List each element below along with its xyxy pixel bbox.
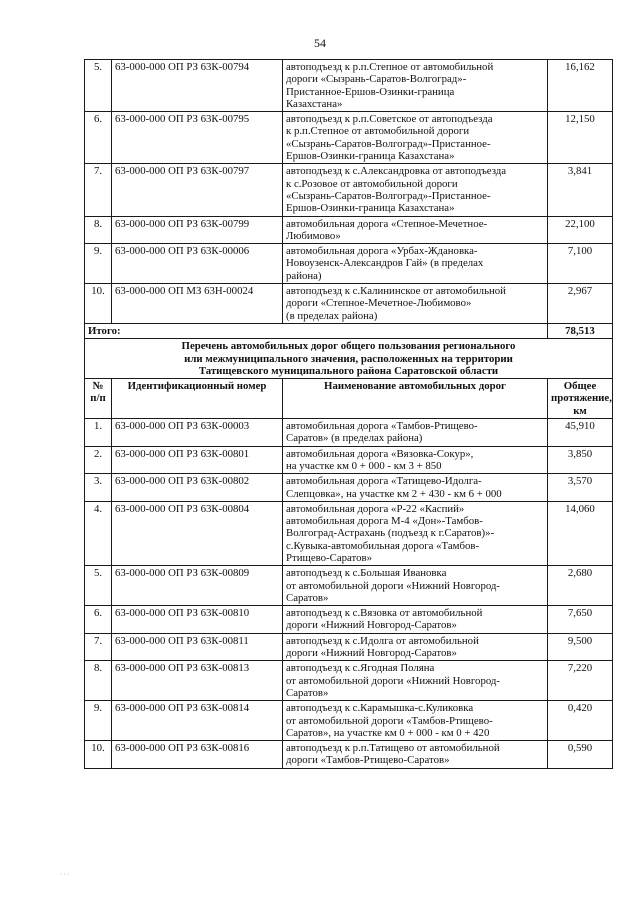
road-name-line: автоподъезд к с.Александровка от автоподъезда: [286, 165, 507, 178]
row-road-name: [283, 446, 548, 474]
row-length: 22,100: [548, 216, 613, 244]
section-title-line: Татищевского муниципального района Саратовской области: [198, 364, 499, 377]
row-length: 3,570: [548, 474, 613, 502]
row-number: 9.: [85, 701, 112, 741]
row-road-name: [283, 244, 548, 284]
table-row: [85, 661, 613, 701]
road-name-line: (в пределах района): [286, 309, 378, 322]
row-identifier: 63-000-000 ОП РЗ 63К-00794: [112, 60, 283, 112]
header-id: Идентификационный номер: [112, 379, 283, 419]
road-name-line: от автомобильной дороги «Нижний Новгород-: [286, 674, 501, 687]
row-length: 12,150: [548, 112, 613, 164]
road-name-line: Любимово»: [286, 229, 341, 242]
table-row: [85, 112, 613, 164]
row-identifier: 63-000-000 ОП РЗ 63К-00809: [112, 566, 283, 606]
row-road-name: [283, 741, 548, 769]
road-name-line: автомобильная дорога «Степное-Мечетное-: [286, 217, 488, 230]
row-number: 8.: [85, 216, 112, 244]
row-number: 7.: [85, 164, 112, 216]
road-name-line: Новоузенск-Александров Гай» (в пределах: [286, 257, 484, 270]
road-name-line: к р.п.Степное от автомобильной дороги: [286, 125, 470, 138]
road-name-line: Ершов-Озинки-граница Казахстана»: [286, 150, 455, 163]
row-identifier: 63-000-000 ОП РЗ 63К-00804: [112, 501, 283, 565]
row-number: 5.: [85, 566, 112, 606]
row-number: 5.: [85, 60, 112, 112]
road-name-line: автоподъезд к с.Большая Ивановка: [286, 567, 447, 580]
table-row: [85, 164, 613, 216]
page-number: 54: [314, 36, 326, 50]
row-number: 10.: [85, 284, 112, 324]
section-title-line: Перечень автомобильных дорог общего пользования регионального: [181, 340, 516, 353]
row-length: 7,650: [548, 606, 613, 634]
row-length: 3,850: [548, 446, 613, 474]
road-name-line: автомобильная дорога «Вязовка-Сокур»,: [286, 447, 474, 460]
row-road-name: [283, 419, 548, 447]
road-name-line: Слепцовка», на участке км 2 + 430 - км 6 + 000: [286, 487, 502, 500]
row-identifier: 63-000-000 ОП РЗ 63К-00797: [112, 164, 283, 216]
row-length: 0,420: [548, 701, 613, 741]
row-identifier: 63-000-000 ОП РЗ 63К-00801: [112, 446, 283, 474]
road-name-line: автомобильная дорога «Тамбов-Ртищево-: [286, 420, 478, 433]
row-road-name: [283, 633, 548, 661]
row-number: 1.: [85, 419, 112, 447]
table-row: [85, 606, 613, 634]
road-name-line: автомобильная дорога «Татищево-Идолга-: [286, 475, 482, 488]
row-identifier: 63-000-000 ОП РЗ 63К-00810: [112, 606, 283, 634]
row-road-name: [283, 60, 548, 112]
total-section: [85, 323, 613, 418]
road-name-line: автомобильная дорога М-4 «Дон»-Тамбов-: [286, 515, 483, 528]
row-identifier: 63-000-000 ОП МЗ 63Н-00024: [112, 284, 283, 324]
row-number: 10.: [85, 741, 112, 769]
row-road-name: [283, 566, 548, 606]
scan-artifact: · · ·: [60, 872, 69, 878]
road-name-line: автоподъезд к с.Калининское от автомобильной: [286, 285, 506, 298]
road-name-line: с.Кувыка-автомобильная дорога «Тамбов-: [286, 539, 480, 552]
road-name-line: дороги «Степное-Мечетное-Любимово»: [286, 297, 472, 310]
row-road-name: [283, 216, 548, 244]
road-name-line: Пристанное-Ершов-Озинки-граница: [286, 85, 455, 98]
road-name-line: автоподъезд к с.Идолга от автомобильной: [286, 634, 479, 647]
row-length: 45,910: [548, 419, 613, 447]
road-name-line: Ртищево-Саратов»: [286, 551, 373, 564]
row-number: 2.: [85, 446, 112, 474]
row-number: 3.: [85, 474, 112, 502]
row-road-name: [283, 606, 548, 634]
table-row: [85, 701, 613, 741]
road-name-line: Саратов», на участке км 0 + 000 - км 0 + 420: [286, 726, 490, 739]
table-row: [85, 474, 613, 502]
road-name-line: на участке км 0 + 000 - км 3 + 850: [286, 459, 442, 472]
table-row: [85, 501, 613, 565]
row-number: 9.: [85, 244, 112, 284]
row-length: 7,220: [548, 661, 613, 701]
road-name-line: Ершов-Озинки-граница Казахстана»: [286, 202, 455, 215]
table-row: [85, 633, 613, 661]
road-name-line: дороги «Нижний Новгород-Саратов»: [286, 647, 457, 660]
header-row: [85, 379, 613, 419]
table-row: [85, 419, 613, 447]
section-title-line: или межмуниципального значения, расположенных на территории: [184, 352, 513, 365]
table-row: [85, 446, 613, 474]
header-num: № п/п: [85, 379, 112, 419]
road-name-line: Саратов» (в пределах района): [286, 432, 423, 445]
table-row: [85, 566, 613, 606]
road-name-line: от автомобильной дороги «Тамбов-Ртищево-: [286, 714, 493, 727]
row-length: 2,967: [548, 284, 613, 324]
road-name-line: автоподъезд к р.п.Советское от автоподъезда: [286, 113, 493, 126]
road-name-line: района): [286, 269, 322, 282]
row-road-name: [283, 661, 548, 701]
road-name-line: к с.Розовое от автомобильной дороги: [286, 177, 458, 190]
row-number: 6.: [85, 112, 112, 164]
row-length: 0,590: [548, 741, 613, 769]
row-length: 7,100: [548, 244, 613, 284]
section-title: [85, 339, 613, 379]
road-name-line: автомобильная дорога «Урбах-Ждановка-: [286, 245, 478, 258]
section-title-row: [85, 339, 613, 379]
roads-table: [84, 59, 613, 769]
total-label: Итого:: [85, 323, 548, 338]
row-length: 16,162: [548, 60, 613, 112]
row-length: 3,841: [548, 164, 613, 216]
table-body-top: [85, 60, 613, 324]
row-road-name: [283, 474, 548, 502]
row-identifier: 63-000-000 ОП РЗ 63К-00799: [112, 216, 283, 244]
row-number: 7.: [85, 633, 112, 661]
table-row: [85, 244, 613, 284]
road-name-line: дороги «Сызрань-Саратов-Волгоград»-: [286, 73, 467, 86]
road-name-line: Саратов»: [286, 686, 329, 699]
road-name-line: автомобильная дорога «Р-22 «Каспий»: [286, 502, 465, 515]
road-name-line: дороги «Тамбов-Ртищево-Саратов»: [286, 754, 450, 767]
total-value: 78,513: [548, 323, 613, 338]
row-road-name: [283, 112, 548, 164]
table-row: [85, 60, 613, 112]
road-name-line: Саратов»: [286, 591, 329, 604]
road-name-line: дороги «Нижний Новгород-Саратов»: [286, 619, 457, 632]
road-name-line: автоподъезд к р.п.Татищево от автомобильной: [286, 742, 500, 755]
header-length: Общее протяжение, км: [548, 379, 613, 419]
row-identifier: 63-000-000 ОП РЗ 63К-00795: [112, 112, 283, 164]
row-length: 2,680: [548, 566, 613, 606]
row-road-name: [283, 701, 548, 741]
header-name: Наименование автомобильных дорог: [283, 379, 548, 419]
row-identifier: 63-000-000 ОП РЗ 63К-00816: [112, 741, 283, 769]
row-number: 6.: [85, 606, 112, 634]
table-row: [85, 741, 613, 769]
road-name-line: автоподъезд к с.Карамышка-с.Куликовка: [286, 702, 474, 715]
row-road-name: [283, 164, 548, 216]
row-road-name: [283, 501, 548, 565]
row-length: 9,500: [548, 633, 613, 661]
row-identifier: 63-000-000 ОП РЗ 63К-00811: [112, 633, 283, 661]
row-road-name: [283, 284, 548, 324]
road-name-line: автоподъезд к с.Ягодная Поляна: [286, 662, 435, 675]
road-name-line: Казахстана»: [286, 97, 343, 110]
road-name-line: от автомобильной дороги «Нижний Новгород-: [286, 579, 501, 592]
row-number: 4.: [85, 501, 112, 565]
table-body-bottom: [85, 419, 613, 769]
row-length: 14,060: [548, 501, 613, 565]
row-identifier: 63-000-000 ОП РЗ 63К-00814: [112, 701, 283, 741]
total-row: [85, 323, 613, 338]
road-name-line: автоподъезд к р.п.Степное от автомобильной: [286, 61, 494, 73]
row-identifier: 63-000-000 ОП РЗ 63К-00813: [112, 661, 283, 701]
row-identifier: 63-000-000 ОП РЗ 63К-00003: [112, 419, 283, 447]
row-identifier: 63-000-000 ОП РЗ 63К-00006: [112, 244, 283, 284]
road-name-line: «Сызрань-Саратов-Волгоград»-Пристанное-: [286, 189, 491, 202]
table-row: [85, 216, 613, 244]
table-row: [85, 284, 613, 324]
row-identifier: 63-000-000 ОП РЗ 63К-00802: [112, 474, 283, 502]
road-name-line: автоподъезд к с.Вязовка от автомобильной: [286, 607, 483, 620]
row-number: 8.: [85, 661, 112, 701]
road-name-line: «Сызрань-Саратов-Волгоград»-Пристанное-: [286, 137, 491, 150]
road-name-line: Волгоград-Астрахань (подъезд к г.Саратов)»-: [286, 527, 495, 540]
